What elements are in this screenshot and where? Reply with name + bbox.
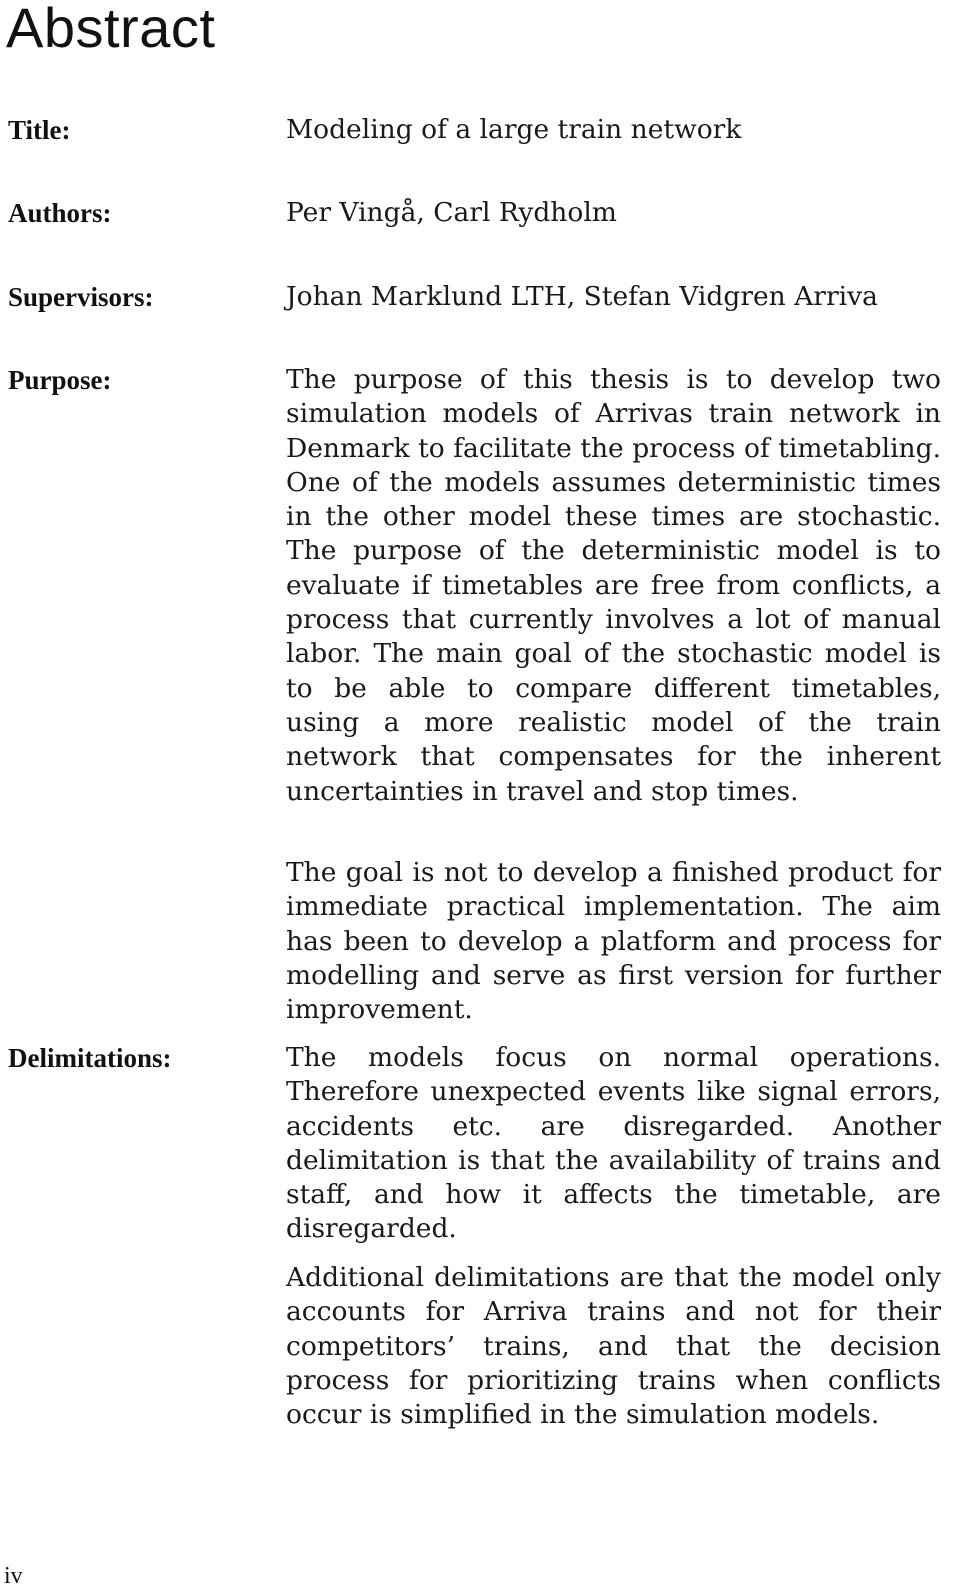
supervisors-label: Supervisors: bbox=[8, 282, 154, 312]
title-value: Modeling of a large train network bbox=[286, 114, 742, 145]
delimitations-section-continued bbox=[286, 1261, 941, 1432]
page-number: iv bbox=[4, 1563, 23, 1589]
purpose-paragraph: The goal is not to develop a finished product for immediate practical implementation. The aim has been to develop a platform and process for modelling and serve as first version for further improvement. bbox=[286, 857, 941, 1026]
supervisors-value: Johan Marklund LTH, Stefan Vidgren Arriva bbox=[286, 281, 878, 312]
delimitations-label: Delimitations: bbox=[8, 1043, 172, 1073]
delimitations-paragraph: Additional delimitations are that the model only accounts for Arriva trains and not for their competitors’ trains, and that the decision process for prioritizing trains when conflicts occur is simplified in the simulation models. bbox=[286, 1262, 941, 1431]
page-heading: Abstract bbox=[6, 0, 216, 59]
title-label: Title: bbox=[8, 115, 71, 145]
authors-label: Authors: bbox=[8, 198, 112, 228]
purpose-section bbox=[286, 363, 941, 809]
authors-value: Per Vingå, Carl Rydholm bbox=[286, 197, 617, 228]
purpose-paragraph: The purpose of this thesis is to develop two simulation models of Arrivas train network in Denmark to facilitate the process of timetabling. One of the models assumes deterministic times in the other model these times are stochastic. The purpose of the deterministic model is to evaluate if timetables are free from conflicts, a process that currently involves a lot of manual labor. The main goal of the stochastic model is to be able to compare different timetables, using a more realistic model of the train network that compensates for the inherent uncertainties in travel and stop times. bbox=[286, 364, 941, 807]
purpose-label: Purpose: bbox=[8, 365, 112, 395]
delimitations-section bbox=[286, 1041, 941, 1247]
delimitations-paragraph: The models focus on normal operations. Therefore unexpected events like signal errors, accidents etc. are disregarded. Another delimitation is that the availability of trains and staff, and how it affects the timetable, are disregarded. bbox=[286, 1042, 941, 1245]
purpose-section-continued bbox=[286, 856, 941, 1027]
